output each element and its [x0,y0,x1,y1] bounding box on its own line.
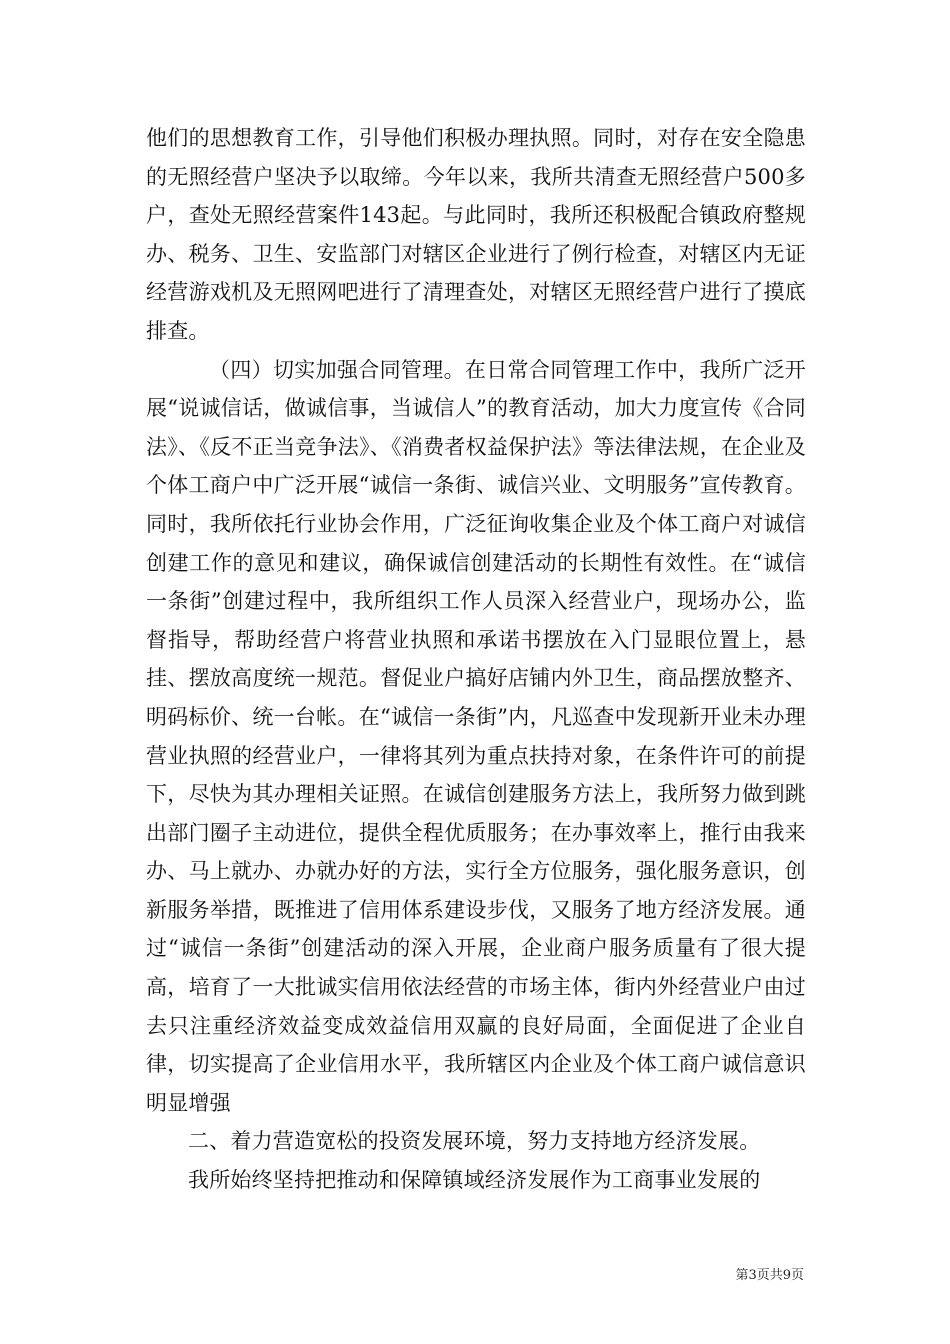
page-number-footer: 第3页共9页 [735,1268,804,1283]
paragraph-unlicensed-operators: 他们的思想教育工作，引导他们积极办理执照。同时，对存在安全隐患的无照经营户坚决予以取缔。今年以来，我所共清查无照经营户500多户，查处无照经营案件143起。与此同时，我所还积极配合镇政府整规办、税务、卫生、安监部门对辖区企业进行了例行检查，对辖区内无证经营游戏机及无照网吧进行了清理查处，对辖区无照经营户进行了摸底排查。 [146,126,806,343]
paragraph-economic-development: 我所始终坚持把推动和保障镇域经济发展作为工商事业发展的 [188,1168,761,1193]
paragraph-contract-management: （四）切实加强合同管理。在日常合同管理工作中，我所广泛开展“说诚信话，做诚信事，当诚信人”的教育活动，加大力度宣传《合同法》、《反不正当竞争法》、《消费者权益保护法》等法律法规，在企业及个体工商户中广泛开展“诚信一条街、诚信兴业、文明服务”宣传教育。同时，我所依托行业协会作用，广泛征询收集企业及个体工商户对诚信创建工作的意见和建议，确保诚信创建活动的长期性有效性。在“诚信一条街”创建过程中，我所组织工作人员深入经营业户，现场办公，监督指导，帮助经营户将营业执照和承诺书摆放在入门显眼位置上，悬挂、摆放高度统一规范。督促业户搞好店铺内外卫生，商品摆放整齐、明码标价、统一台帐。在“诚信一条街”内，凡巡查中发现新开业未办理营业执照的经营业户，一律将其列为重点扶持对象，在条件许可的前提下，尽快为其办理相关证照。在诚信创建服务方法上，我所努力做到跳出部门圈子主动进位，提供全程优质服务；在办事效率上，推行由我来办、马上就办、办就办好的方法，实行全方位服务，强化服务意识，创新服务举措，既推进了信用体系建设步伐，又服务了地方经济发展。通过“诚信一条街”创建活动的深入开展，企业商户服务质量有了很大提高，培育了一大批诚实信用依法经营的市场主体，街内外经营业户由过去只注重经济效益变成效益信用双赢的良好局面，全面促进了企业自律，切实提高了企业信用水平，我所辖区内企业及个体工商户诚信意识明显增强 [146,357,806,1115]
document-body [146,119,806,1200]
section-heading-investment-environment: 二、着力营造宽松的投资发展环境，努力支持地方经济发展。 [188,1129,761,1154]
